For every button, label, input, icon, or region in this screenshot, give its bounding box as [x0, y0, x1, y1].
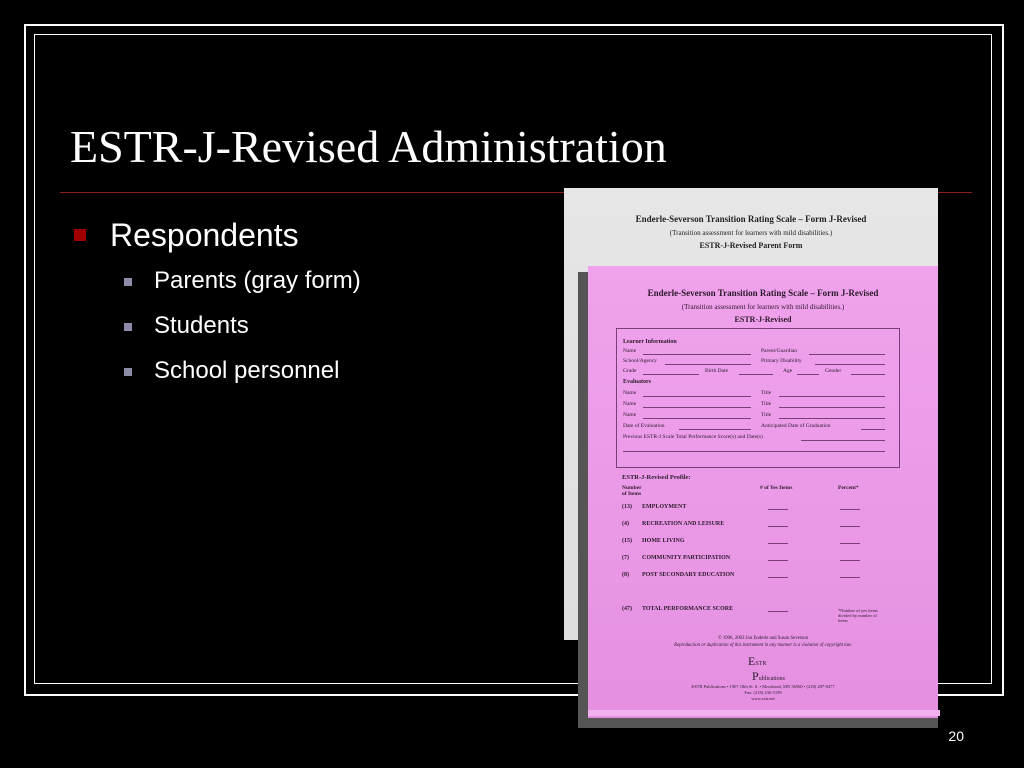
evaluator-name-label: Name — [623, 412, 637, 418]
yes-items-blank — [768, 577, 788, 578]
yes-items-blank — [768, 611, 788, 612]
number-of-items-header: Number of Items — [622, 485, 642, 497]
profile-row-employment — [622, 504, 882, 514]
field-line — [851, 374, 885, 375]
profile-row-community — [622, 555, 882, 565]
small-square-bullet-icon — [124, 368, 132, 376]
field-line — [665, 364, 751, 365]
evaluator-name-label: Name — [623, 390, 637, 396]
field-line — [809, 354, 885, 355]
slide-title: ESTR-J-Revised Administration — [70, 121, 667, 172]
profile-heading: ESTR-J-Revised Profile: — [622, 474, 691, 481]
logo-str: STR — [755, 661, 767, 667]
pink-student-form — [588, 266, 938, 718]
sub-bullet-school-personnel — [70, 348, 550, 393]
grade-label: Grade — [623, 368, 637, 374]
field-line — [801, 440, 885, 441]
field-line — [797, 374, 819, 375]
field-line — [679, 429, 751, 430]
field-line — [643, 374, 699, 375]
logo-letter-p: P — [752, 669, 759, 683]
item-count: (15) — [622, 538, 632, 544]
sub-bullet-text: School personnel — [154, 357, 340, 384]
evaluators-heading: Evaluators — [623, 379, 652, 385]
domain-label: EMPLOYMENT — [642, 504, 687, 510]
percent-footnote: *Number of yes items divided by number of items — [838, 608, 878, 623]
percent-blank — [840, 543, 860, 544]
field-line — [815, 364, 885, 365]
field-line — [779, 407, 885, 408]
learner-name-label: Name — [623, 348, 637, 354]
item-count: (47) — [622, 606, 632, 612]
item-count: (7) — [622, 555, 629, 561]
reproduction-notice: Reproduction or duplication of this instrument in any manner is a violation of copyright law. — [674, 643, 852, 648]
evaluator-title-label: Title — [761, 412, 772, 418]
domain-label: TOTAL PERFORMANCE SCORE — [642, 606, 734, 612]
field-line — [739, 374, 773, 375]
field-line — [643, 418, 751, 419]
square-bullet-icon — [74, 229, 86, 241]
domain-label: COMMUNITY PARTICIPATION — [642, 555, 731, 561]
evaluator-title-label: Title — [761, 390, 772, 396]
publisher-address: ESTR Publications • 1907 18th St. S. • Moorhead, MN 56560 • (218) 287-8477 — [691, 684, 835, 689]
field-line — [861, 429, 885, 430]
domain-label: POST SECONDARY EDUCATION — [642, 572, 735, 578]
yes-items-blank — [768, 509, 788, 510]
field-line — [643, 407, 751, 408]
field-line — [643, 396, 751, 397]
school-agency-label: School/Agency — [623, 358, 657, 364]
age-label: Age — [783, 368, 793, 374]
profile-row-post-secondary — [622, 572, 882, 582]
yes-items-blank — [768, 560, 788, 561]
profile-row-recreation — [622, 521, 882, 531]
pink-form-name: ESTR-J-Revised — [734, 315, 792, 324]
slide-number: 20 — [948, 728, 964, 744]
publisher-website: www.estr.net — [751, 696, 775, 701]
bullet-list — [70, 212, 550, 393]
bullet-text: Respondents — [110, 217, 299, 253]
sub-bullet-text: Students — [154, 312, 249, 339]
estr-publications-logo — [748, 654, 785, 684]
small-square-bullet-icon — [124, 278, 132, 286]
field-line — [779, 396, 885, 397]
pink-form-edge — [588, 710, 940, 716]
date-of-evaluation-label: Date of Evaluation — [623, 423, 665, 429]
domain-label: HOME LIVING — [642, 538, 685, 544]
profile-row-home-living — [622, 538, 882, 548]
forms-photo — [562, 188, 940, 728]
percent-header: Percent* — [838, 485, 859, 491]
item-count: (8) — [622, 572, 629, 578]
birth-date-label: Birth Date — [705, 368, 729, 374]
percent-blank — [840, 509, 860, 510]
field-line — [779, 418, 885, 419]
yes-items-header: # of Yes Items — [760, 485, 793, 491]
percent-blank — [840, 577, 860, 578]
item-count: (4) — [622, 521, 629, 527]
evaluator-title-label: Title — [761, 401, 772, 407]
gray-form-name: ESTR-J-Revised Parent Form — [699, 241, 803, 250]
field-line — [643, 354, 751, 355]
learner-info-box — [616, 328, 900, 468]
field-line — [623, 451, 885, 452]
learner-info-heading: Learner Information — [623, 339, 677, 345]
yes-items-blank — [768, 543, 788, 544]
primary-disability-label: Primary Disability — [761, 358, 802, 364]
domain-label: RECREATION AND LEISURE — [642, 521, 725, 527]
gray-form-title: Enderle-Severson Transition Rating Scale – Form J-Revised — [635, 214, 867, 224]
percent-blank — [840, 560, 860, 561]
sub-bullet-parents — [70, 258, 550, 303]
item-count: (13) — [622, 504, 632, 510]
copyright-line: © 1996, 2003 Jon Enderle and Susan Severson — [718, 636, 808, 641]
publisher-fax: Fax: (218) 236-5199 — [744, 690, 782, 695]
gender-label: Gender — [825, 368, 842, 374]
pink-form-title: Enderle-Severson Transition Rating Scale – Form J-Revised — [647, 288, 879, 298]
logo-ublications: ublications — [758, 676, 786, 682]
yes-items-blank — [768, 526, 788, 527]
gray-form-subtitle: (Transition assessment for learners with mild disabilities.) — [669, 229, 833, 237]
sub-bullet-students — [70, 303, 550, 348]
sub-bullet-text: Parents (gray form) — [154, 267, 361, 294]
bullet-respondents — [70, 212, 550, 258]
percent-blank — [840, 526, 860, 527]
anticipated-graduation-label: Anticipated Date of Graduation — [761, 423, 831, 429]
evaluator-name-label: Name — [623, 401, 637, 407]
small-square-bullet-icon — [124, 323, 132, 331]
previous-scores-label: Previous ESTR-J Scale Total Performance Score(s) and Date(s) — [623, 434, 763, 440]
logo-letter-e: E — [748, 654, 756, 668]
pink-form-subtitle: (Transition assessment for learners with mild disabilities.) — [681, 303, 845, 311]
parent-guardian-label: Parent/Guardian — [761, 348, 798, 354]
